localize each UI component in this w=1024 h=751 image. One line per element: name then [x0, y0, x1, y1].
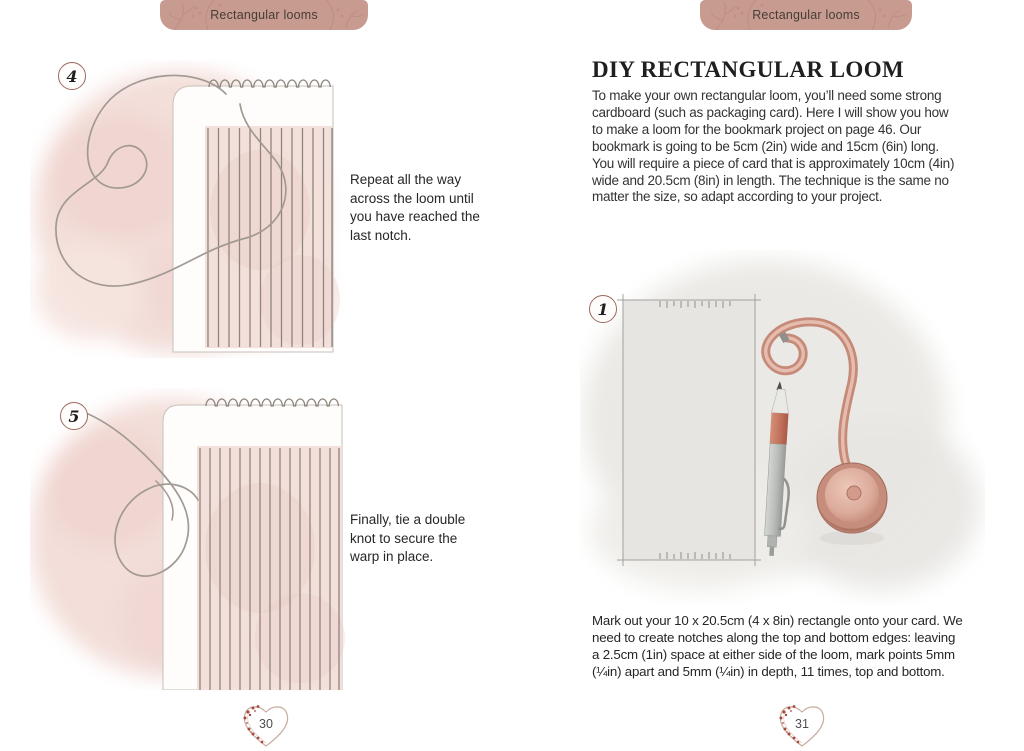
text-line: need to create notches along the top and bottom edges: leaving: [592, 630, 956, 645]
text-line: To make your own rectangular loom, you’ll need some strong: [592, 88, 942, 103]
step-circle-5: [60, 402, 88, 430]
text-line: You will require a piece of card that is approximately 10cm (4in): [592, 155, 955, 171]
tab-label: Rectangular looms: [210, 8, 318, 22]
text-line: Repeat all the way: [350, 172, 462, 187]
step-caption-4: [350, 171, 510, 245]
text-line: knot to secure the: [350, 530, 458, 546]
text-line: across the loom until: [350, 190, 474, 206]
page-title: DIY RECTANGULAR LOOM: [592, 57, 905, 82]
step-number: 4: [66, 66, 78, 86]
loom-card: [173, 86, 340, 352]
loom-card: [163, 405, 345, 690]
marked-card: [617, 294, 761, 566]
text-line: bookmark is going to be 5cm (2in) wide and 15cm (6in) long.: [592, 138, 939, 154]
loom-knot-illustration: [30, 388, 355, 690]
right-page-tab: [700, 0, 912, 30]
step-caption-5: [350, 511, 510, 567]
instruction-caption: [592, 612, 963, 680]
loom-warping-illustration: [30, 60, 350, 358]
page-number: 30: [259, 717, 273, 731]
page-number-right: [774, 702, 830, 751]
text-line: Mark out your 10 x 20.5cm (4 x 8in) rectangle onto your card. We: [592, 613, 963, 628]
page-number: 31: [795, 717, 809, 731]
text-line: last notch.: [350, 227, 412, 243]
left-page-tab: [160, 0, 368, 30]
intro-paragraph: [592, 88, 954, 206]
text-line: matter the size, so adapt according to your project.: [592, 189, 883, 205]
step-number: 5: [68, 406, 80, 426]
text-line: you have reached the: [350, 209, 480, 224]
tab-label: Rectangular looms: [752, 8, 860, 22]
step-circle-4: [58, 62, 86, 90]
text-line: Finally, tie a double: [350, 512, 466, 527]
step-circle-1: [589, 295, 617, 323]
card-pencil-tape-illustration: [580, 250, 985, 605]
text-line: a 2.5cm (1in) space at either side of the loom, mark points 5mm: [592, 647, 955, 662]
text-line: to make a loom for the bookmark project on page 46. Our: [592, 121, 922, 137]
text-line: cardboard (such as packaging card). Here I will show you how: [592, 104, 949, 120]
page-number-left: [238, 702, 294, 751]
text-line: warp in place.: [350, 549, 434, 564]
text-line: (¼in) apart and 5mm (¼in) in depth, 11 times, top and bottom.: [592, 664, 945, 679]
step-number: 1: [597, 299, 609, 319]
text-line: wide and 20.5cm (8in) in length. The technique is the same no: [592, 172, 949, 188]
